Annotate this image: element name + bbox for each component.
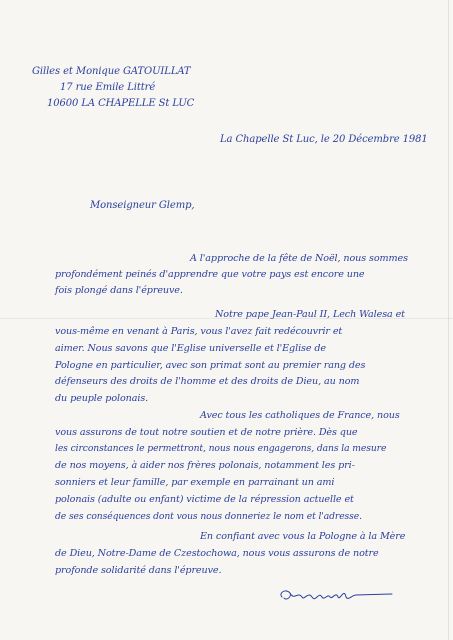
signature-mark: [276, 585, 396, 607]
body-line: Avec tous les catholiques de France, nous: [200, 410, 400, 421]
body-line: de nos moyens, à aider nos frères polonais, notamment les pri-: [55, 460, 355, 471]
body-line: du peuple polonais.: [55, 393, 149, 404]
body-line: profonde solidarité dans l'épreuve.: [55, 565, 222, 576]
sender-city: 10600 LA CHAPELLE St LUC: [47, 98, 195, 109]
body-line: vous assurons de tout notre soutien et de notre prière. Dès que: [55, 427, 358, 438]
place-date: La Chapelle St Luc, le 20 Décembre 1981: [220, 134, 428, 145]
body-line: aimer. Nous savons que l'Eglise universelle et l'Eglise de: [55, 343, 327, 354]
body-line: fois plongé dans l'épreuve.: [55, 285, 183, 296]
body-line: défenseurs des droits de l'homme et des droits de Dieu, au nom: [55, 376, 360, 387]
paper-edge-line: [448, 0, 449, 640]
body-line: vous-même en venant à Paris, vous l'avez fait redécouvrir et: [55, 326, 343, 337]
body-line: En confiant avec vous la Pologne à la Mère: [200, 531, 406, 542]
body-line: Pologne en particulier, avec son primat sont au premier rang des: [55, 360, 366, 371]
sender-street: 17 rue Emile Littré: [60, 82, 156, 93]
body-line: les circonstances le permettront, nous nous engagerons, dans la mesure: [55, 443, 387, 454]
body-line: de Dieu, Notre-Dame de Czestochowa, nous vous assurons de notre: [55, 548, 379, 559]
body-line: Notre pape Jean-Paul II, Lech Walesa et: [215, 309, 405, 320]
sender-name: Gilles et Monique GATOUILLAT: [32, 66, 191, 77]
body-line: sonniers et leur famille, par exemple en parrainant un ami: [55, 477, 335, 488]
body-line: polonais (adulte ou enfant) victime de la répression actuelle et: [55, 494, 354, 505]
body-line: A l'approche de la fête de Noël, nous sommes: [190, 253, 408, 264]
body-line: de ses conséquences dont vous nous donneriez le nom et l'adresse.: [55, 511, 362, 522]
body-line: profondément peinés d'apprendre que votre pays est encore une: [55, 269, 365, 280]
salutation: Monseigneur Glemp,: [90, 200, 195, 211]
